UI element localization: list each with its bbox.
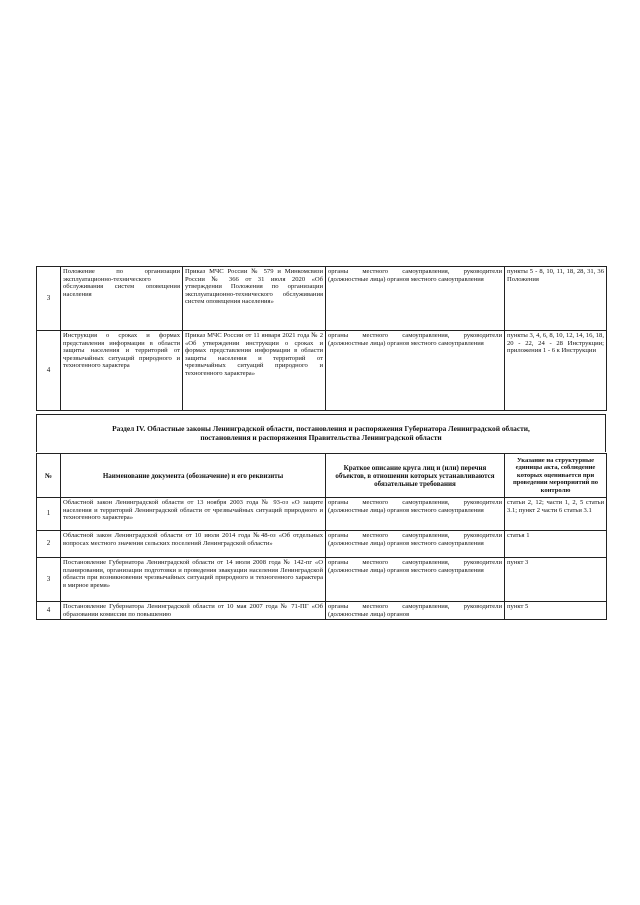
- persons-description: органы местного самоуправления, руководители (должностные лица) органов местного самоуправления: [326, 331, 505, 411]
- header-document-name: Наименование документа (обозначение) и его реквизиты: [61, 454, 326, 498]
- structural-units: пункты 3, 4, 6, 8, 10, 12, 14, 16, 18, 20 - 22, 24 - 28 Инструкции; приложения 1 - 6 к Инструкции: [505, 331, 607, 411]
- row-number: 3: [37, 267, 61, 331]
- structural-units: пункт 5: [505, 602, 607, 620]
- document-name: Положение по организации эксплуатационно-технического обслуживания систем оповещения населения: [61, 267, 183, 331]
- structural-units: пункт 3: [505, 558, 607, 602]
- table-row: [37, 531, 607, 558]
- header-structural-units: Указание на структурные единицы акта, соблюдение которых оценивается при проведении мероприятий по контролю: [505, 454, 607, 498]
- header-persons: Краткое описание круга лиц и (или) перечня объектов, в отношении которых устанавливаются обязательные требования: [326, 454, 505, 498]
- document-name: Постановление Губернатора Ленинградской области от 10 мая 2007 года № 71-ПГ «Об образовании комиссии по повышению: [61, 602, 326, 620]
- persons-description: органы местного самоуправления, руководители (должностные лица) органов: [326, 602, 505, 620]
- structural-units: статья 1: [505, 531, 607, 558]
- row-number: 4: [37, 602, 61, 620]
- persons-description: органы местного самоуправления, руководители (должностные лица) органов местного самоуправления: [326, 498, 505, 531]
- persons-description: органы местного самоуправления, руководители (должностные лица) органов местного самоуправления: [326, 531, 505, 558]
- row-number: 3: [37, 558, 61, 602]
- document-requisites: Приказ МЧС России № 579 и Минкомсвязи России № 366 от 31 июля 2020 «Об утверждении Положения по организации эксплуатационно-технического обслуживания систем оповещения населения»: [183, 267, 326, 331]
- table-row: [37, 267, 607, 331]
- document-name: Областной закон Ленинградской области от 10 июля 2014 года №48-оз «Об отдельных вопросах местного значения сельских поселений Ленинградской области»: [61, 531, 326, 558]
- table-row: [37, 498, 607, 531]
- document-name: Постановление Губернатора Ленинградской области от 14 июля 2008 года № 142-пг «О планировании, организации подготовки и проведения эвакуации населения Ленинградской области при возникновении чрезвычайных ситуаций природного и техногенного характера в мирное время»: [61, 558, 326, 602]
- document-requisites: Приказ МЧС России от 11 января 2021 года № 2 «Об утверждении инструкции о сроках и формах представления информации в области защиты населения и территорий от чрезвычайных ситуаций природного и техногенного характера»: [183, 331, 326, 411]
- persons-description: органы местного самоуправления, руководители (должностные лица) органов местного самоуправления: [326, 558, 505, 602]
- row-number: 2: [37, 531, 61, 558]
- section-heading-line1: Раздел IV. Областные законы Ленинградской области, постановления и распоряжения Губернатора Ленинградской области,: [112, 424, 530, 433]
- header-number: №: [37, 454, 61, 498]
- row-number: 1: [37, 498, 61, 531]
- table-row: [37, 558, 607, 602]
- table-regional-acts: [36, 453, 607, 620]
- structural-units: статьи 2, 12; части 1, 2, 5 статьи 3.1; пункт 2 части 6 статьи 3.1: [505, 498, 607, 531]
- document-name: Инструкция о сроках и формах представления информации в области защиты населения и территорий от чрезвычайных ситуаций природного и техногенного характера: [61, 331, 183, 411]
- row-number: 4: [37, 331, 61, 411]
- table-row: [37, 331, 607, 411]
- document-name: Областной закон Ленинградской области от 13 ноября 2003 года № 93-оз «О защите населения и территорий Ленинградской области от чрезвычайных ситуаций природного и техногенного характера»: [61, 498, 326, 531]
- section-heading-line2: постановления и распоряжения Правительства Ленинградской области: [200, 433, 442, 442]
- table-header-row: [37, 454, 607, 498]
- section-heading: [36, 414, 606, 452]
- table-continued: [36, 266, 607, 411]
- structural-units: пункты 5 - 8, 10, 11, 18, 28, 31, 36 Положения: [505, 267, 607, 331]
- persons-description: органы местного самоуправления, руководители (должностные лица) органов местного самоуправления: [326, 267, 505, 331]
- table-row: [37, 602, 607, 620]
